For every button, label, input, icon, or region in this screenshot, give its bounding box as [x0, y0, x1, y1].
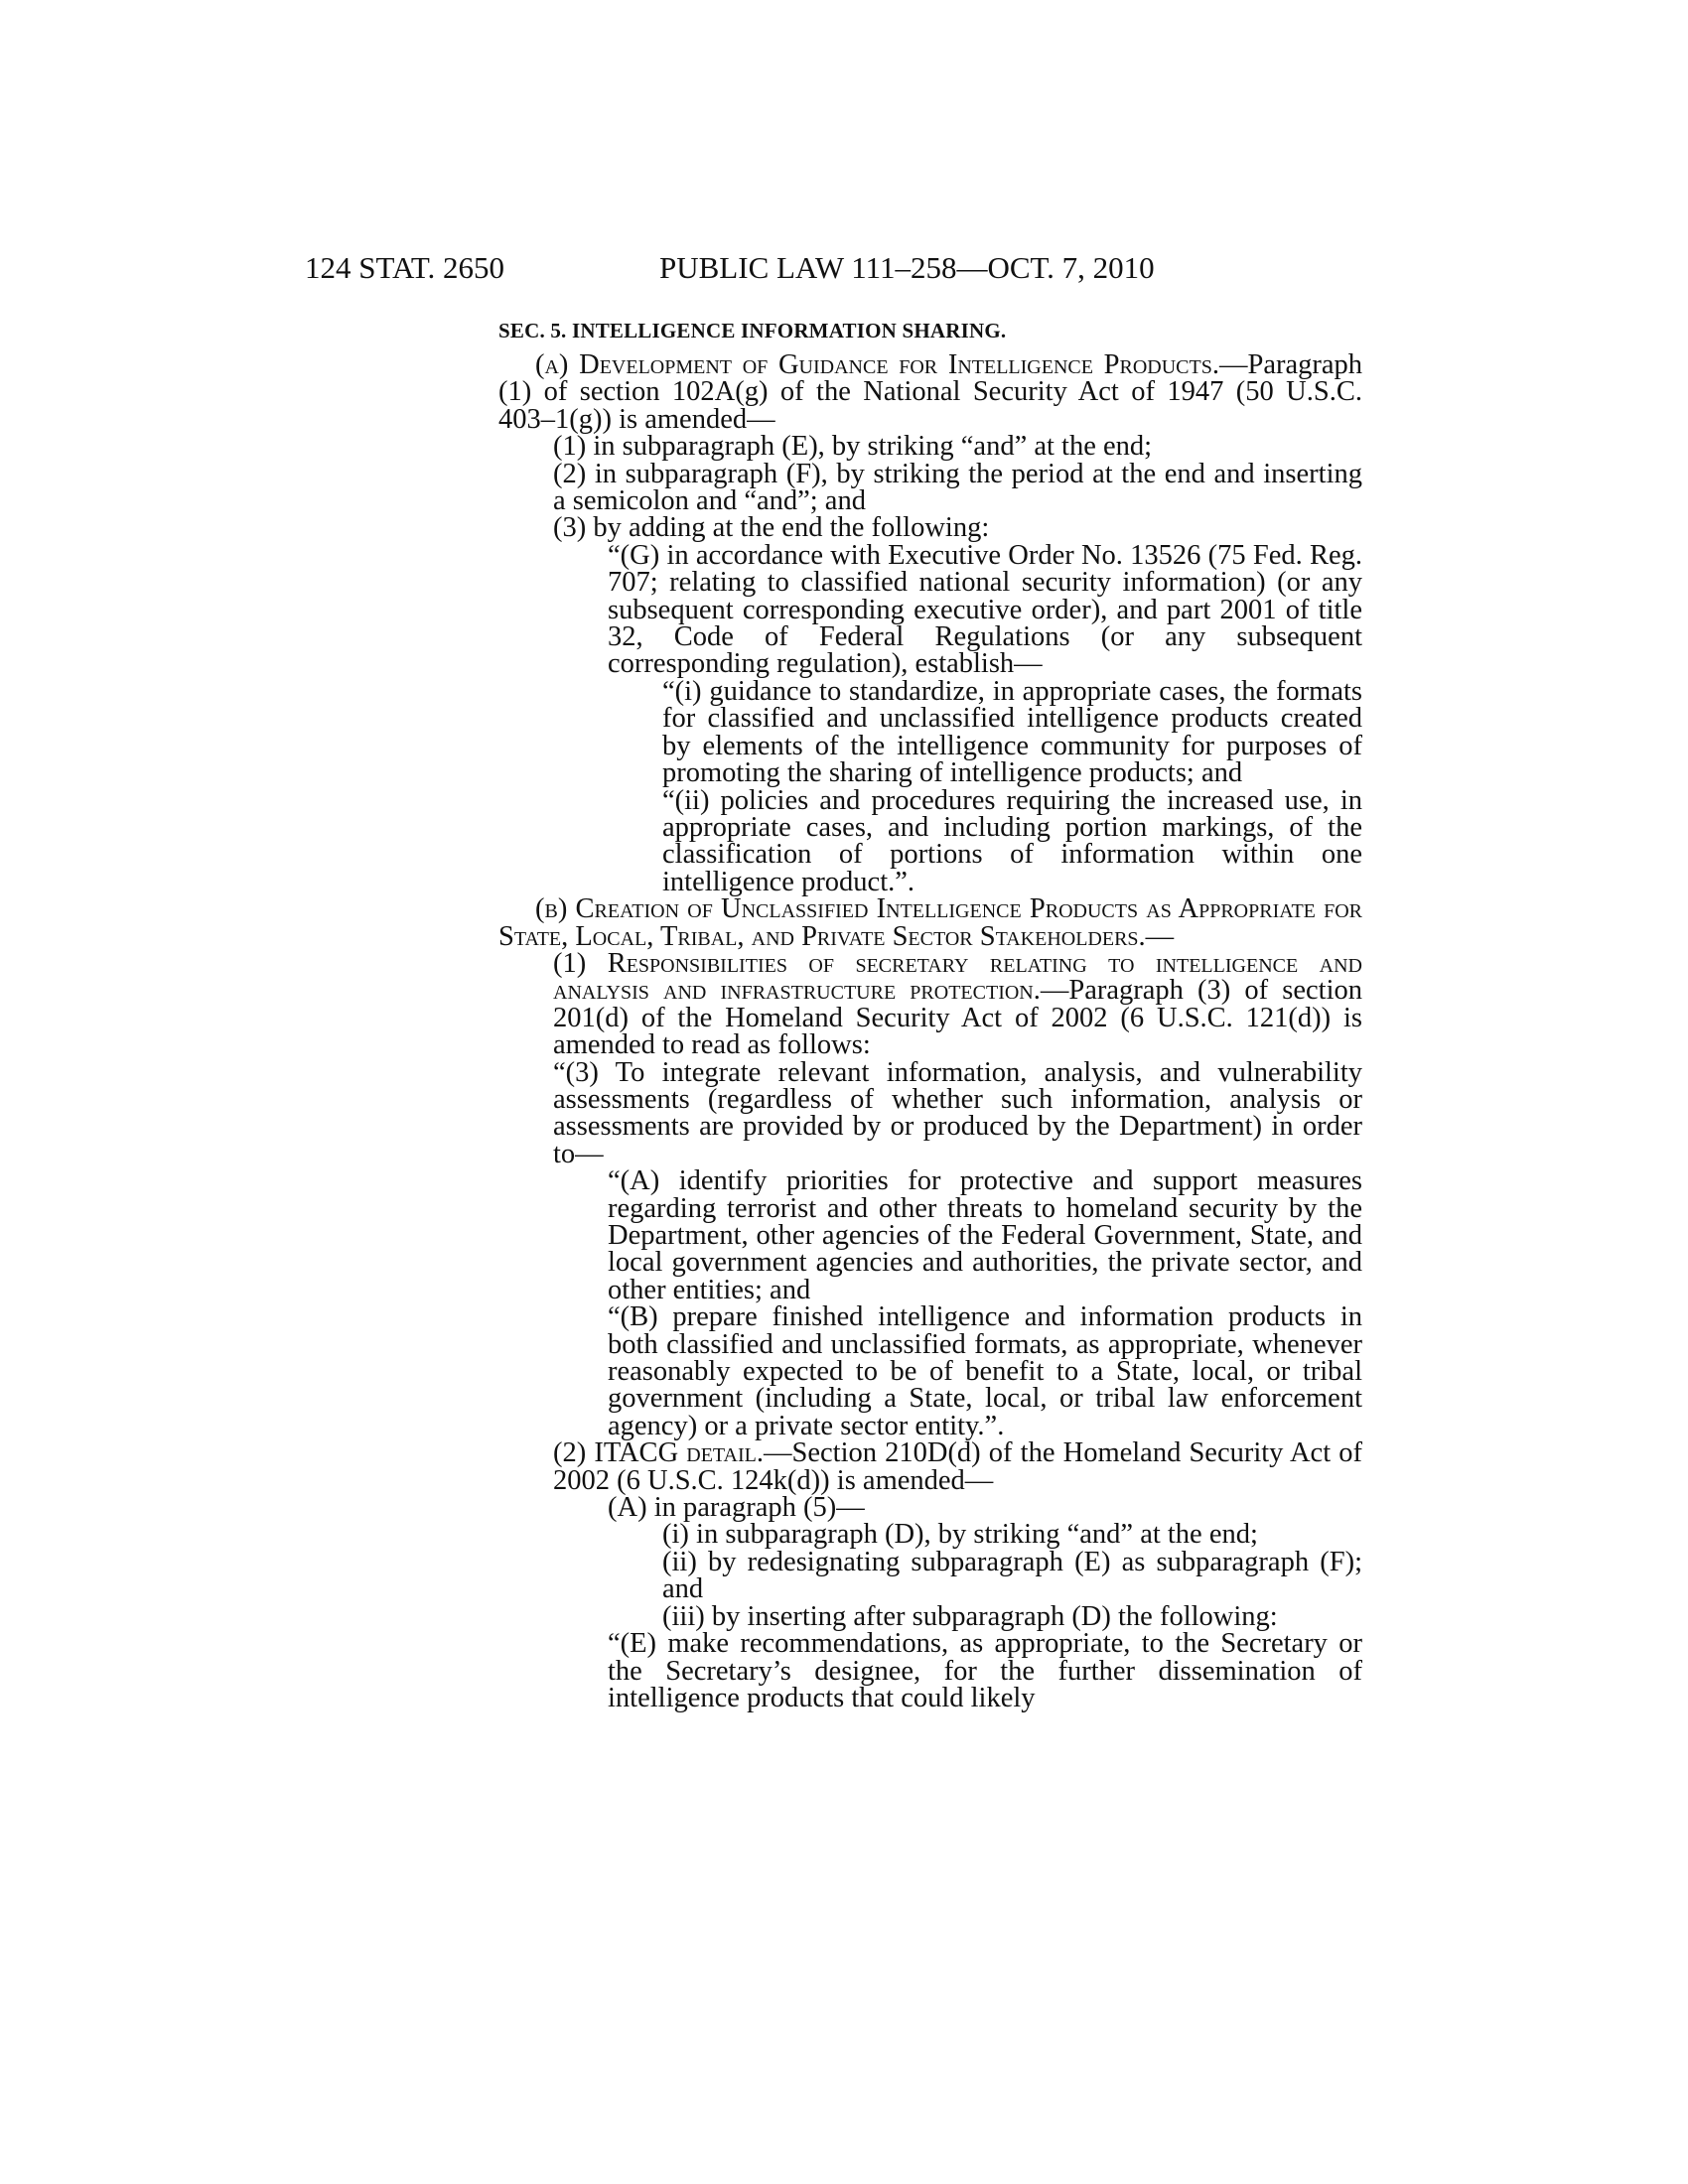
paragraph-b-1-3: “(3) To integrate relevant information, analysis, and vulnerability assessments (regardless of whether such information, analysis or assessments are provided by or produced by the Department) in order to—: [553, 1056, 1362, 1169]
paragraph-b-1-3-A: “(A) identify priorities for protective and support measures regarding terrorist and other threats to homeland security by the Department, other agencies of the Federal Government, State, and local government agencies and authorities, the private sector, and other entities; and: [608, 1165, 1362, 1305]
paragraph-b-2-text: —Section 210D(d) of the Homeland Security Act of 2002 (6 U.S.C. 124k(d)) is amended—: [553, 1437, 1362, 1496]
document-body: [498, 318, 1362, 1711]
paragraph-a-3: (3) by adding at the end the following:: [553, 512, 990, 544]
paragraph-b-1-text: —Paragraph (3) of section 201(d) of the Homeland Security Act of 2002 (6 U.S.C. 121(d)) is amended to read as follows:: [553, 975, 1362, 1061]
paragraph-a-3-G-i: “(i) guidance to standardize, in appropriate cases, the formats for classified and unclassified intelligence products created by elements of the intelligence community for purposes of promoting the sharing of intelligence products; and: [662, 675, 1362, 789]
paragraph-a-text: —Paragraph (1) of section 102A(g) of the National Security Act of 1947 (50 U.S.C. 403–1(g)) is amended—: [498, 349, 1362, 435]
paragraph-b-2-A-ii: (ii) by redesignating subparagraph (E) as subparagraph (F); and: [662, 1546, 1362, 1605]
paragraph-b-caption: [498, 895, 1362, 950]
paragraph-b-1-caption: (1) Responsibilities of secretary relating to intelligence and analysis and infrastructure protection.: [553, 947, 1362, 1007]
public-law-title: PUBLIC LAW 111–258—OCT. 7, 2010: [659, 250, 1155, 285]
paragraph-b-1: [553, 947, 1362, 1061]
section-heading: SEC. 5. INTELLIGENCE INFORMATION SHARING.: [498, 319, 1007, 342]
paragraph-a-3-G: “(G) in accordance with Executive Order No. 13526 (75 Fed. Reg. 707; relating to classified national security information) (or any subsequent corresponding executive order), and part 2001 of title 32, Code of Federal Regulations (or any subsequent corresponding regulation), establish—: [608, 539, 1362, 680]
paragraph-b-2-A: (A) in paragraph (5)—: [608, 1492, 865, 1524]
paragraph-a-2: (2) in subparagraph (F), by striking the period at the end and inserting a semicolon and “and”; and: [553, 458, 1362, 517]
stat-citation: 124 STAT. 2650: [305, 250, 505, 285]
paragraph-a: [498, 351, 1362, 433]
paragraph-b-2-caption: (2) ITACG detail.: [553, 1437, 764, 1469]
paragraph-b-2-A-i: (i) in subparagraph (D), by striking “and” at the end;: [662, 1519, 1258, 1551]
paragraph-b-2-E: “(E) make recommendations, as appropriate, to the Secretary or the Secretary’s designee, for the further dissemination of intelligence products that could likely: [608, 1628, 1362, 1713]
paragraph-a-1: (1) in subparagraph (E), by striking “and” at the end;: [553, 431, 1153, 463]
paragraph-b-caption-text: (b) Creation of Unclassified Intelligence Products as Appropriate for State, Local, Tribal, and Private Sector Stakeholders.—: [498, 893, 1362, 952]
paragraph-b-1-3-B: “(B) prepare finished intelligence and information products in both classified and unclassified formats, as appropriate, whenever reasonably expected to be of benefit to a State, local, or tribal government (including a State, local, or tribal law enforcement agency) or a private sector entity.”.: [608, 1301, 1362, 1441]
paragraph-b-2: [553, 1439, 1362, 1494]
paragraph-a-3-G-ii: “(ii) policies and procedures requiring the increased use, in appropriate cases, and including portion markings, of the classification of portions of information within one intelligence product.”.: [662, 784, 1362, 897]
paragraph-b-2-A-iii: (iii) by inserting after subparagraph (D) the following:: [662, 1600, 1278, 1632]
paragraph-a-caption: (a) Development of Guidance for Intelligence Products.: [535, 349, 1219, 380]
page-header: [0, 248, 1688, 288]
